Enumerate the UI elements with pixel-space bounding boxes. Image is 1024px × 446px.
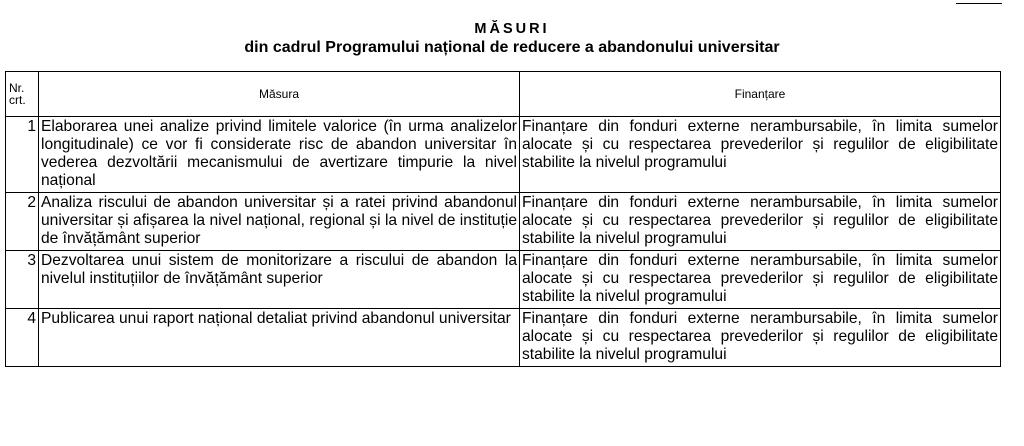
row-number: 2 [6,193,39,251]
row-measure: Dezvoltarea unui sistem de monitorizare a riscului de abandon la nivelul instituțiilor de învățământ superior [39,251,520,309]
measures-table [5,71,1001,367]
corner-underline-mark [956,0,1002,4]
row-number: 1 [6,117,39,193]
table-row [6,117,1001,193]
row-number: 3 [6,251,39,309]
row-funding: Finanțare din fonduri externe nerambursabile, în limita sumelor alocate și cu respectarea prevederilor și regulilor de eligibilitate stabilite la nivelul programului [520,117,1001,193]
table-row [6,193,1001,251]
row-funding: Finanțare din fonduri externe nerambursabile, în limita sumelor alocate și cu respectarea prevederilor și regulilor de eligibilitate stabilite la nivelul programului [520,193,1001,251]
row-funding: Finanțare din fonduri externe nerambursabile, în limita sumelor alocate și cu respectarea prevederilor și regulilor de eligibilitate stabilite la nivelul programului [520,251,1001,309]
table-header-row [6,72,1001,117]
row-measure: Analiza riscului de abandon universitar și a ratei privind abandonul universitar și afișarea la nivel național, regional și la nivel de instituție de învățământ superior [39,193,520,251]
document-title: MĂSURI [474,21,550,37]
header-finantare: Finanțare [520,72,1001,117]
row-number: 4 [6,309,39,367]
row-measure: Publicarea unui raport național detaliat privind abandonul universitar [39,309,520,367]
row-measure: Elaborarea unei analize privind limitele valorice (în urma analizelor longitudinale) ce vor fi considerate risc de abandon universitar în vederea dezvoltării mecanismului de avertizare timpurie la nivel național [39,117,520,193]
header-nr-crt: Nr. crt. [6,72,39,117]
table-row [6,309,1001,367]
document-subtitle: din cadrul Programului național de reducere a abandonului universitar [244,39,780,56]
row-funding: Finanțare din fonduri externe nerambursabile, în limita sumelor alocate și cu respectarea prevederilor și regulilor de eligibilitate stabilite la nivelul programului [520,309,1001,367]
table-row [6,251,1001,309]
header-masura: Măsura [39,72,520,117]
